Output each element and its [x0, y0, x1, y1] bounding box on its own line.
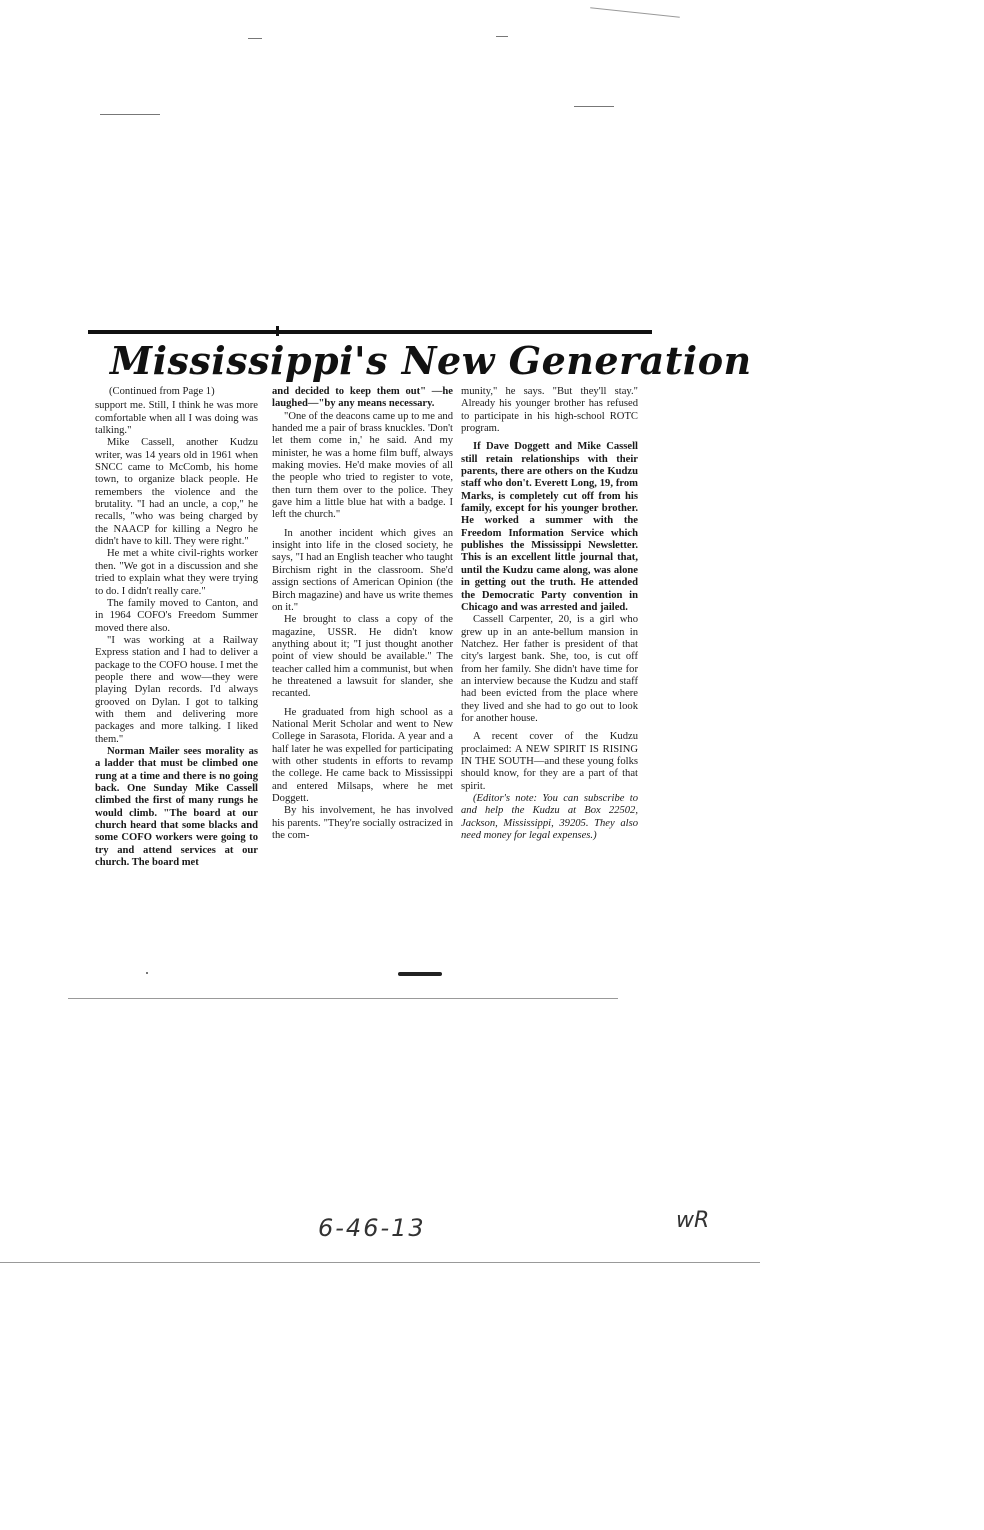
headline: Mississippi's New Generation: [110, 338, 752, 383]
article-paragraph: Cassell Carpenter, 20, is a girl who grew up in an ante-bellum mansion in Natchez. Her father is president of that city's largest bank. She, too, is cut off from her family. She didn't have time for an interview because the Kudzu and staff had been evicted from the place where they lived and she had to go out to look for another house.: [461, 614, 638, 724]
article-paragraph: A recent cover of the Kudzu proclaimed: A NEW SPIRIT IS RISING IN THE SOUTH—and these young folks should know, for they are a part of that spirit.: [461, 731, 638, 792]
article-paragraph: He graduated from high school as a National Merit Scholar and went to New College in Sarasota, Florida. A year and a half later he was expelled for participating with other students in efforts to revamp the college. He came back to Mississippi and entered Milsaps, where he met Doggett.: [272, 706, 453, 804]
scan-speck: [248, 38, 262, 39]
article-paragraph: support me. Still, I think he was more comfortable when all I was doing was talking.": [95, 400, 258, 437]
article-paragraph: In another incident which gives an insight into life in the closed society, he says, "I had an English teacher who taught Birchism right in the classroom. She'd assign sections of American Opinion (the Birch magazine) and have us write themes on it.": [272, 527, 453, 613]
article-paragraph: The family moved to Canton, and in 1964 COFO's Freedom Summer moved there also.: [95, 597, 258, 634]
article-column-3: [461, 386, 638, 842]
scan-speck: [496, 36, 508, 37]
rule-tick-mark: [276, 326, 279, 336]
handwritten-file-code: 6-46-13: [318, 1214, 426, 1242]
article-paragraph: Mike Cassell, another Kudzu writer, was 14 years old in 1961 when SNCC came to McComb, his home town, to organize black people. He remembers the violence and the brutality. "I had an uncle, a cop," he recalls, "who was being charged by the NAACP for killing a Negro he didn't have to kill. They were right.": [95, 437, 258, 548]
article-paragraph: If Dave Doggett and Mike Cassell still retain relationships with their parents, there are others on the Kudzu staff who don't. Everett Long, 19, from Marks, is completely cut off from his family, except for his younger brother. He worked a summer with the Freedom Information Service which publishes the Mississippi Newsletter. This is an excellent little journal that, until the Kudzu came along, was alone in getting out the truth. He attended the Democratic Party convention in Chicago and was arrested and jailed.: [461, 441, 638, 613]
article-paragraph: (Editor's note: You can subscribe to and help the Kudzu at Box 22502, Jackson, Mississippi, 39205. They also need money for legal expenses.): [461, 793, 638, 842]
article-paragraph: "One of the deacons came up to me and handed me a pair of brass knuckles. 'Don't let them come in,' he said. And my minister, he was a home film buff, always making movies. He'd make movies of all the people who tried to register to vote, then turn them over to the police. They gave him a little blue hat with a badge. I left the church.": [272, 410, 453, 521]
page-rule: [0, 1262, 760, 1263]
scan-mark: [590, 7, 680, 17]
handwritten-initials: wR: [676, 1208, 710, 1233]
scan-speck: [574, 106, 614, 107]
article-paragraph: He met a white civil-rights worker then. "We got in a discussion and she tried to explain what they were trying to do. I didn't really care.": [95, 548, 258, 597]
page-rule: [68, 998, 618, 999]
article-column-1: [95, 386, 258, 869]
article-paragraph: By his involvement, he has involved his parents. "They're socially ostracized in the com-: [272, 805, 453, 842]
headline-top-rule: [88, 330, 652, 334]
article-paragraph: "I was working at a Railway Express station and I had to deliver a package to the COFO house. I met the people there and wow—they were playing Dylan records. I'd always grooved on Dylan. I got to talking with them and delivering more packages and more talking. I liked them.": [95, 634, 258, 745]
scan-speck: [100, 114, 160, 115]
article-paragraph: and decided to keep them out" —he laughed—"by any means necessary.: [272, 386, 453, 410]
article-paragraph: munity," he says. "But they'll stay." Already his younger brother has refused to participate in his high-school ROTC program.: [461, 386, 638, 435]
article-end-mark: [398, 972, 442, 976]
article-paragraph: (Continued from Page 1): [109, 386, 215, 397]
article-column-2: [272, 386, 453, 842]
article-paragraph: Norman Mailer sees morality as a ladder that must be climbed one rung at a time and there is no going back. One Sunday Mike Cassell climbed the first of many rungs he would climb. "The board at our church heard that some blacks and some COFO workers were going to try and attend services at our church. The board met: [95, 745, 258, 869]
scan-speck: [146, 972, 148, 974]
article-paragraph: He brought to class a copy of the magazine, USSR. He didn't know anything about it; "I just thought another point of view should be available." The teacher called him a communist, but when he threatened a lawsuit for slander, she recanted.: [272, 614, 453, 700]
